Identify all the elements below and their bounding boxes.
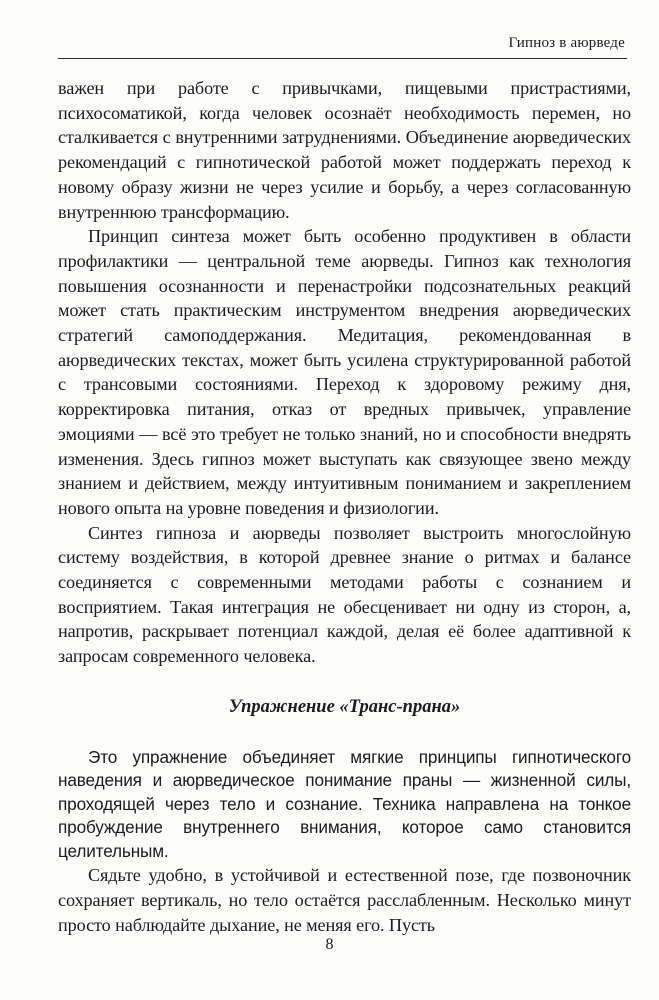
paragraph-continued: важен при работе с привычками, пищевыми пристрастиями, психосоматикой, когда человек осознаёт необходимость перемен, но сталкивается с внутренними затруднениями. Объединение аюрведических рекомендаций с гипнотической работой может поддержать переход к новому образу жизни не через усилие и борьбу, а через согласованную внутреннюю трансформацию. xyxy=(58,78,631,222)
paragraph-prevention: Принцип синтеза может быть особенно продуктивен в области профилактики — центральной теме аюрведы. Гипноз как технология повышения осознанности и перенастройки подсознательных реакций может стать практическим инструментом внедрения аюрведических стратегий самоподдержания. Медитация, рекомендованная в аюрведических текстах, может быть усилена структурированной работой с трансовыми состояниями. Переход к здоровому режиму дня, корректировка питания, отказ от вредных привычек, управление эмоциями — всё это требует не только знаний, но и способности внедрять изменения. Здесь гипноз может выступать как связующее звено между знанием и действием, между интуитивным пониманием и закреплением нового опыта на уровне поведения и физиологии. xyxy=(58,226,631,518)
paragraph-synthesis: Синтез гипноза и аюрведы позволяет выстроить многослойную систему воздействия, в которой древнее знание о ритмах и балансе соединяется с современными методами работы с сознанием и восприятием. Такая интеграция не обесценивает ни одну из сторон, а, напротив, раскрывает потенциал каждой, делая её более адаптивной к запросам современного человека. xyxy=(58,522,631,667)
exercise-instruction-paragraph: Сядьте удобно, в устойчивой и естественной позе, где позвоночник сохраняет вертикаль, но тело остаётся расслабленным. Несколько минут просто наблюдайте дыхание, не меняя его. Пусть xyxy=(58,865,631,935)
section-title: Упражнение «Транс-прана» xyxy=(228,696,461,717)
running-header xyxy=(58,34,627,59)
page-body xyxy=(58,76,631,937)
page-number: 8 xyxy=(325,936,334,953)
running-title: Гипноз в аюрведе xyxy=(508,35,625,51)
exercise-intro-paragraph: Это упражнение объединяет мягкие принципы гипнотического наведения и аюрведическое понимание праны — жизненной силы, проходящей через тело и сознание. Техника направлена на тонкое пробуждение внутреннего внимания, которое само становится целительным. xyxy=(58,746,631,861)
